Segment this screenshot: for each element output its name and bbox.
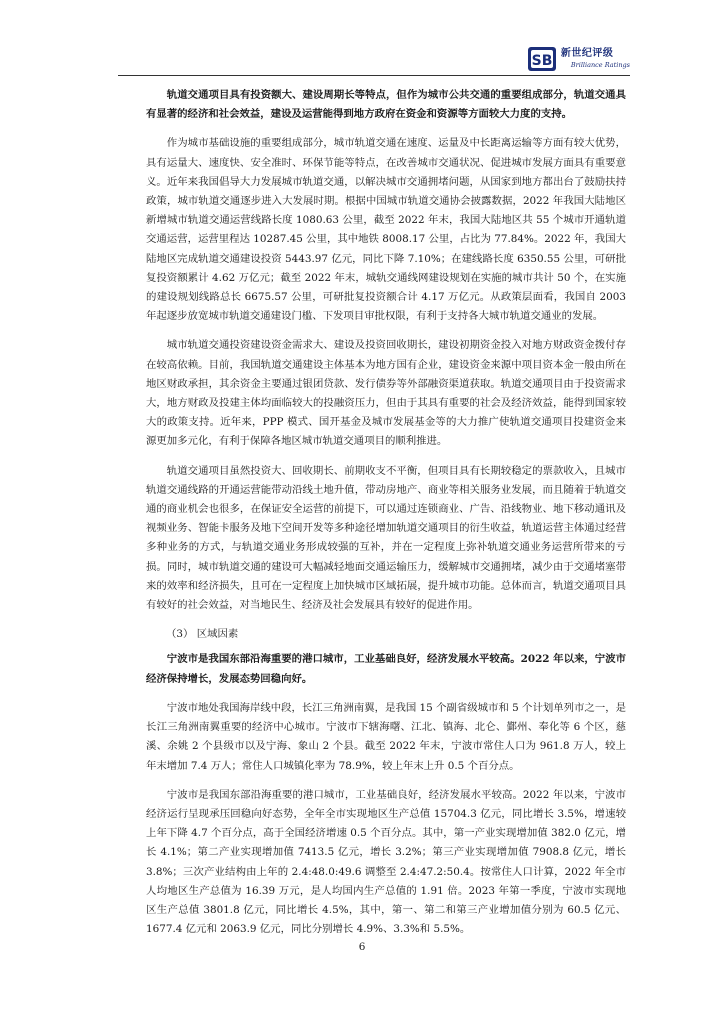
paragraph-ningbo-location: 宁波市地处我国海岸线中段，长江三角洲南翼，是我国 15 个副省级城市和 5 个计划单列市之一，是长江三角洲南翼重要的经济中心城市。宁波市下辖海曙、江北、镇海、北仑、鄞州、奉化等 6 个区，慈溪、余姚 2 个县级市以及宁海、象山 2 个县。截至 2022 年末，宁波市常住人口为 961.8 万人，较上年末增加 7.4 万人；常住人口城镇化率为 78.9%，较上年末上升 0.5 个百分点。 <box>146 701 626 772</box>
paragraph-ningbo-economy: 宁波市是我国东部沿海重要的港口城市，工业基础良好，经济发展水平较高。2022 年以来，宁波市经济运行呈现承压回稳向好态势，全年全市实现地区生产总值 15704.3 亿元，同比增长 3.5%，增速较上年下降 4.7 个百分点，高于全国经济增速 0.5 个百分点。其中，第一产业实现增加值 382.0 亿元，增长 4.1%；第二产业实现增加值 7413.5 亿元，增长 3.2%；第三产业实现增加值 7908.8 亿元，增长 3.8%；三次产业结构由上年的 2.4:48.0:49.6 调整至 2.4:47.2:50.4。按常住人口计算，2022 年全市人均地区生产总值为 16.39 万元，是人均国内生产总值的 1.91 倍。2023 年第一季度，宁波市实现地区生产总值 3801.8 亿元，同比增长 4.5%，其中，第一、第二和第三产业增加值分别为 60.5 亿元、1677.4 亿元和 2063.9 亿元，同比分别增长 4.9%、3.3%和 5.5%。 <box>146 788 626 936</box>
header-rule <box>118 75 630 76</box>
brand-logo <box>527 44 630 74</box>
paragraph-rail-transit-financing: 城市轨道交通投资建设资金需求大、建设及投资回收期长，建设初期资金投入对地方财政资金拨付存在较高依赖。目前，我国轨道交通建设主体基本为地方国有企业，建设资金来源中项目资本金一般由所在地区财政承担，其余资金主要通过银团贷款、发行债券等外部融资渠道获取。轨道交通项目由于投资需求大，地方财政及投建主体均面临较大的投融资压力，但由于其具有重要的社会及经济效益，能得到国家较大的政策支持。近年来，PPP 模式、国开基金及城市发展基金等的大力推广使轨道交通项目投建资金来源更加多元化，有利于保障各地区城市轨道交通项目的顺利推进。 <box>146 339 626 448</box>
page-header <box>118 46 630 76</box>
paragraph-rail-transit-overview: 作为城市基础设施的重要组成部分，城市轨道交通在速度、运量及中长距离运输等方面有较大优势，具有运量大、速度快、安全准时、环保节能等特点，在改善城市交通状况、促进城市发展方面具有重要意义。近年来我国倡导大力发展城市轨道交通，以解决城市交通拥堵问题，从国家到地方都出台了鼓励扶持政策，城市轨道交通逐步进入大发展时期。根据中国城市轨道交通协会披露数据，2022 年我国大陆地区新增城市轨道交通运营线路长度 1080.63 公里，截至 2022 年末，我国大陆地区共 55 个城市开通轨道交通运营，运营里程达 10287.45 公里，其中地铁 8008.17 公里，占比为 77.84%。2022 年，我国大陆地区完成轨道交通建设投资 5443.97 亿元，同比下降 7.10%；在建线路长度 6350.55 公里，可研批复投资额累计 4.62 万亿元；截至 2022 年末，城轨交通线网建设规划在实施的城市共计 50 个，在实施的建设规划线路总长 6675.57 公里，可研批复投资额合计 4.17 万亿元。从政策层面看，我国自 2003 年起逐步放宽城市轨道交通建设门槛、下发项目审批权限，有利于支持各大城市轨道交通业的发展。 <box>146 137 626 323</box>
sb-logo-icon <box>527 46 557 72</box>
logo-chinese-name: 新世纪评级 <box>560 48 614 60</box>
page-number: 6 <box>358 941 366 953</box>
summary-heading-rail-transit: 轨道交通项目具有投资额大、建设周期长等特点，但作为城市公共交通的重要组成部分，轨道交通具有显著的经济和社会效益，建设及运营能得到地方政府在资金和资源等方面较大力度的支持。 <box>146 89 626 121</box>
page-body <box>146 86 626 949</box>
svg-text:SB: SB <box>531 53 553 69</box>
section-heading-regional-factors: （3） 区域因素 <box>166 628 239 641</box>
paragraph-rail-transit-benefits: 轨道交通项目虽然投资大、回收期长、前期收支不平衡，但项目具有长期较稳定的票款收入，且城市轨道交通线路的开通运营能带动沿线土地升值，带动房地产、商业等相关服务业发展，而且随着于轨道交通的商业机会也很多，在保证安全运营的前提下，可以通过连锁商业、广告、沿线物业、地下移动通讯及视频业务、智能卡服务及地下空间开发等多种途径增加轨道交通项目的衍生收益，轨道运营主体通过经营多种业务的方式，与轨道交通业务形成较强的互补，并在一定程度上弥补轨道交通业务运营所带来的亏损。同时，城市轨道交通的建设可大幅减轻地面交通运输压力，缓解城市交通拥堵，减少由于交通堵塞带来的效率和经济损失，且可在一定程度上加快城市区域拓展，提升城市功能。总体而言，轨道交通项目具有较好的社会效益，对当地民生、经济及社会发展具有较好的促进作用。 <box>146 464 626 612</box>
summary-heading-ningbo: 宁波市是我国东部沿海重要的港口城市，工业基础良好，经济发展水平较高。2022 年以来，宁波市经济保持增长，发展态势回稳向好。 <box>146 653 626 685</box>
logo-english-name: Brilliance Ratings <box>570 61 630 70</box>
